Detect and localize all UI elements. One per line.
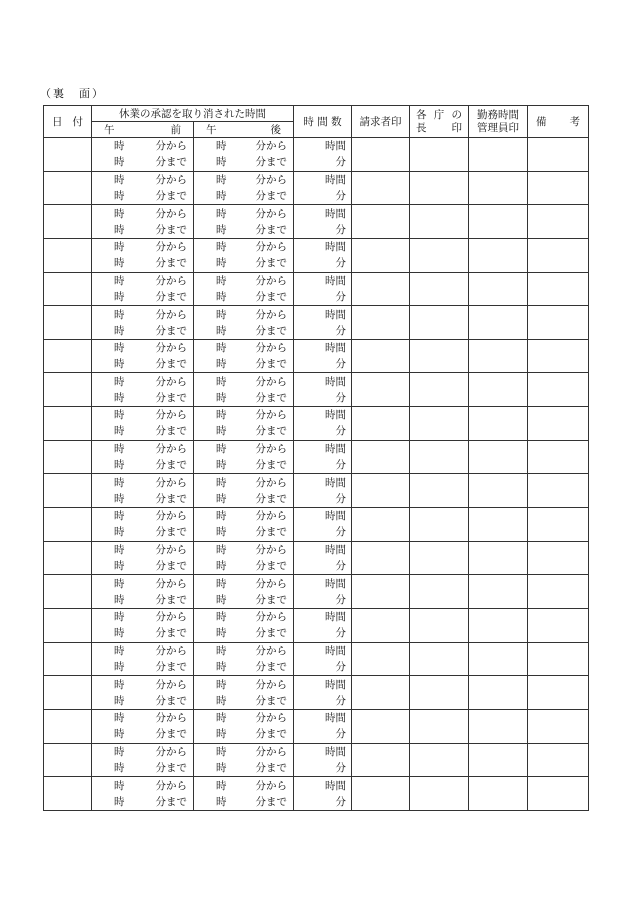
attendance-manager-seal-cell[interactable] — [469, 238, 528, 272]
attendance-manager-seal-cell[interactable] — [469, 575, 528, 609]
pm-header: 午 後 — [194, 122, 294, 138]
table-row — [44, 238, 589, 272]
attendance-manager-seal-header: 勤務時間 管理員印 — [469, 106, 528, 138]
hours-cell[interactable]: 時間 分 — [294, 171, 352, 205]
pm-time-cell[interactable]: 時 分から 時 分まで — [194, 272, 294, 306]
remarks-cell[interactable] — [528, 339, 589, 373]
pm-time-cell[interactable]: 時 分から 時 分まで — [194, 508, 294, 542]
am-time-cell[interactable]: 時 分から 時 分まで — [92, 407, 194, 441]
am-time-cell[interactable]: 時 分から 時 分まで — [92, 373, 194, 407]
am-time-cell[interactable]: 時 分から 時 分まで — [92, 743, 194, 777]
hours-cell[interactable]: 時間 分 — [294, 676, 352, 710]
table-row — [44, 709, 589, 743]
date-cell[interactable] — [44, 407, 92, 441]
table-row — [44, 608, 589, 642]
hours-cell[interactable]: 時間 分 — [294, 474, 352, 508]
requester-seal-cell[interactable] — [352, 440, 410, 474]
date-header: 日 付 — [44, 106, 92, 138]
remarks-cell[interactable] — [528, 138, 589, 172]
remarks-header: 備 考 — [528, 106, 589, 138]
table-row — [44, 777, 589, 811]
requester-seal-cell[interactable] — [352, 709, 410, 743]
table-row — [44, 306, 589, 340]
agency-head-seal-cell[interactable] — [410, 608, 469, 642]
date-cell[interactable] — [44, 306, 92, 340]
hours-cell[interactable]: 時間 分 — [294, 508, 352, 542]
table-row — [44, 575, 589, 609]
hours-cell[interactable]: 時間 分 — [294, 339, 352, 373]
cancelled-time-header: 休業の承認を取り消された時間 — [92, 106, 294, 122]
am-time-cell[interactable]: 時 分から 時 分まで — [92, 541, 194, 575]
attendance-manager-seal-cell[interactable] — [469, 339, 528, 373]
remarks-cell[interactable] — [528, 575, 589, 609]
attendance-manager-seal-cell[interactable] — [469, 777, 528, 811]
date-cell[interactable] — [44, 541, 92, 575]
table-row — [44, 205, 589, 239]
pm-time-cell[interactable]: 時 分から 時 分まで — [194, 306, 294, 340]
requester-seal-cell[interactable] — [352, 743, 410, 777]
am-time-cell[interactable]: 時 分から 時 分まで — [92, 777, 194, 811]
attendance-manager-seal-cell[interactable] — [469, 642, 528, 676]
pm-time-cell[interactable]: 時 分から 時 分まで — [194, 575, 294, 609]
agency-head-seal-cell[interactable] — [410, 238, 469, 272]
hours-cell[interactable]: 時間 分 — [294, 407, 352, 441]
agency-head-seal-cell[interactable] — [410, 205, 469, 239]
hours-cell[interactable]: 時間 分 — [294, 575, 352, 609]
remarks-cell[interactable] — [528, 171, 589, 205]
attendance-manager-seal-cell[interactable] — [469, 205, 528, 239]
table-row — [44, 272, 589, 306]
date-cell[interactable] — [44, 238, 92, 272]
am-time-cell[interactable]: 時 分から 時 分まで — [92, 171, 194, 205]
requester-seal-cell[interactable] — [352, 575, 410, 609]
pm-time-cell[interactable]: 時 分から 時 分まで — [194, 373, 294, 407]
remarks-cell[interactable] — [528, 743, 589, 777]
am-time-cell[interactable]: 時 分から 時 分まで — [92, 608, 194, 642]
remarks-cell[interactable] — [528, 407, 589, 441]
hours-cell[interactable]: 時間 分 — [294, 777, 352, 811]
agency-head-seal-cell[interactable] — [410, 676, 469, 710]
table-row — [44, 642, 589, 676]
requester-seal-cell[interactable] — [352, 238, 410, 272]
table-row — [44, 339, 589, 373]
am-header: 午 前 — [92, 122, 194, 138]
am-time-cell[interactable]: 時 分から 時 分まで — [92, 676, 194, 710]
agency-head-seal-cell[interactable] — [410, 407, 469, 441]
agency-head-seal-cell[interactable] — [410, 508, 469, 542]
requester-seal-cell[interactable] — [352, 373, 410, 407]
date-cell[interactable] — [44, 642, 92, 676]
hours-cell[interactable]: 時間 分 — [294, 743, 352, 777]
remarks-cell[interactable] — [528, 306, 589, 340]
requester-seal-cell[interactable] — [352, 676, 410, 710]
am-time-cell[interactable]: 時 分から 時 分まで — [92, 508, 194, 542]
remarks-cell[interactable] — [528, 642, 589, 676]
date-cell[interactable] — [44, 272, 92, 306]
hours-cell[interactable]: 時間 分 — [294, 709, 352, 743]
pm-time-cell[interactable]: 時 分から 時 分まで — [194, 541, 294, 575]
agency-head-seal-header: 各 庁 の 長 印 — [410, 106, 469, 138]
agency-head-seal-cell[interactable] — [410, 373, 469, 407]
remarks-cell[interactable] — [528, 676, 589, 710]
attendance-manager-seal-cell[interactable] — [469, 373, 528, 407]
attendance-manager-seal-cell[interactable] — [469, 171, 528, 205]
agency-head-seal-cell[interactable] — [410, 171, 469, 205]
attendance-manager-seal-cell[interactable] — [469, 272, 528, 306]
pm-time-cell[interactable]: 時 分から 時 分まで — [194, 407, 294, 441]
pm-time-cell[interactable]: 時 分から 時 分まで — [194, 777, 294, 811]
hours-cell[interactable]: 時間 分 — [294, 440, 352, 474]
agency-head-seal-cell[interactable] — [410, 138, 469, 172]
date-cell[interactable] — [44, 138, 92, 172]
date-cell[interactable] — [44, 205, 92, 239]
requester-seal-cell[interactable] — [352, 306, 410, 340]
remarks-cell[interactable] — [528, 474, 589, 508]
attendance-manager-seal-cell[interactable] — [469, 709, 528, 743]
requester-seal-cell[interactable] — [352, 171, 410, 205]
requester-seal-cell[interactable] — [352, 407, 410, 441]
agency-head-seal-cell[interactable] — [410, 440, 469, 474]
hours-cell[interactable]: 時間 分 — [294, 373, 352, 407]
requester-seal-header: 請求者印 — [352, 106, 410, 138]
requester-seal-cell[interactable] — [352, 541, 410, 575]
table-row — [44, 743, 589, 777]
agency-head-seal-cell[interactable] — [410, 474, 469, 508]
pm-time-cell[interactable]: 時 分から 時 分まで — [194, 608, 294, 642]
pm-time-cell[interactable]: 時 分から 時 分まで — [194, 474, 294, 508]
table-row — [44, 541, 589, 575]
requester-seal-cell[interactable] — [352, 474, 410, 508]
attendance-manager-seal-cell[interactable] — [469, 608, 528, 642]
pm-time-cell[interactable]: 時 分から 時 分まで — [194, 743, 294, 777]
attendance-manager-seal-cell[interactable] — [469, 743, 528, 777]
requester-seal-cell[interactable] — [352, 608, 410, 642]
agency-head-seal-cell[interactable] — [410, 306, 469, 340]
am-time-cell[interactable]: 時 分から 時 分まで — [92, 238, 194, 272]
remarks-cell[interactable] — [528, 272, 589, 306]
requester-seal-cell[interactable] — [352, 272, 410, 306]
agency-head-seal-cell[interactable] — [410, 642, 469, 676]
attendance-manager-seal-cell[interactable] — [469, 474, 528, 508]
date-cell[interactable] — [44, 508, 92, 542]
date-cell[interactable] — [44, 474, 92, 508]
date-cell[interactable] — [44, 709, 92, 743]
hours-cell[interactable]: 時間 分 — [294, 541, 352, 575]
requester-seal-cell[interactable] — [352, 138, 410, 172]
table-row — [44, 508, 589, 542]
date-cell[interactable] — [44, 575, 92, 609]
pm-time-cell[interactable]: 時 分から 時 分まで — [194, 709, 294, 743]
pm-time-cell[interactable]: 時 分から 時 分まで — [194, 205, 294, 239]
attendance-manager-seal-cell[interactable] — [469, 306, 528, 340]
pm-time-cell[interactable]: 時 分から 時 分まで — [194, 642, 294, 676]
page-label: （裏 面） — [40, 87, 105, 100]
attendance-manager-seal-cell[interactable] — [469, 508, 528, 542]
agency-head-seal-cell[interactable] — [410, 272, 469, 306]
pm-time-cell[interactable]: 時 分から 時 分まで — [194, 440, 294, 474]
agency-head-seal-cell[interactable] — [410, 743, 469, 777]
hours-cell[interactable]: 時間 分 — [294, 138, 352, 172]
hours-cell[interactable]: 時間 分 — [294, 272, 352, 306]
am-time-cell[interactable]: 時 分から 時 分まで — [92, 272, 194, 306]
attendance-manager-seal-cell[interactable] — [469, 407, 528, 441]
hours-cell[interactable]: 時間 分 — [294, 642, 352, 676]
requester-seal-cell[interactable] — [352, 508, 410, 542]
am-time-cell[interactable]: 時 分から 時 分まで — [92, 138, 194, 172]
agency-head-seal-cell[interactable] — [410, 339, 469, 373]
agency-head-seal-cell[interactable] — [410, 777, 469, 811]
agency-head-seal-cell[interactable] — [410, 575, 469, 609]
am-time-cell[interactable]: 時 分から 時 分まで — [92, 474, 194, 508]
pm-time-cell[interactable]: 時 分から 時 分まで — [194, 171, 294, 205]
am-time-cell[interactable]: 時 分から 時 分まで — [92, 339, 194, 373]
pm-time-cell[interactable]: 時 分から 時 分まで — [194, 238, 294, 272]
remarks-cell[interactable] — [528, 508, 589, 542]
table-row — [44, 373, 589, 407]
table-row — [44, 407, 589, 441]
pm-time-cell[interactable]: 時 分から 時 分まで — [194, 138, 294, 172]
pm-time-cell[interactable]: 時 分から 時 分まで — [194, 339, 294, 373]
am-time-cell[interactable]: 時 分から 時 分まで — [92, 575, 194, 609]
date-cell[interactable] — [44, 171, 92, 205]
attendance-manager-seal-cell[interactable] — [469, 676, 528, 710]
requester-seal-cell[interactable] — [352, 339, 410, 373]
table-row — [44, 440, 589, 474]
hours-cell[interactable]: 時間 分 — [294, 608, 352, 642]
attendance-manager-seal-cell[interactable] — [469, 541, 528, 575]
table-row — [44, 676, 589, 710]
hours-header: 時 間 数 — [294, 106, 352, 138]
am-time-cell[interactable]: 時 分から 時 分まで — [92, 642, 194, 676]
hours-cell[interactable]: 時間 分 — [294, 238, 352, 272]
agency-head-seal-cell[interactable] — [410, 541, 469, 575]
requester-seal-cell[interactable] — [352, 642, 410, 676]
date-cell[interactable] — [44, 777, 92, 811]
date-cell[interactable] — [44, 339, 92, 373]
remarks-cell[interactable] — [528, 205, 589, 239]
am-time-cell[interactable]: 時 分から 時 分まで — [92, 440, 194, 474]
pm-time-cell[interactable]: 時 分から 時 分まで — [194, 676, 294, 710]
agency-head-seal-cell[interactable] — [410, 709, 469, 743]
am-time-cell[interactable]: 時 分から 時 分まで — [92, 205, 194, 239]
attendance-manager-seal-cell[interactable] — [469, 138, 528, 172]
am-time-cell[interactable]: 時 分から 時 分まで — [92, 709, 194, 743]
table-row — [44, 138, 589, 172]
hours-cell[interactable]: 時間 分 — [294, 205, 352, 239]
remarks-cell[interactable] — [528, 373, 589, 407]
date-cell[interactable] — [44, 440, 92, 474]
hours-cell[interactable]: 時間 分 — [294, 306, 352, 340]
remarks-cell[interactable] — [528, 238, 589, 272]
date-cell[interactable] — [44, 373, 92, 407]
table-row — [44, 474, 589, 508]
attendance-manager-seal-cell[interactable] — [469, 440, 528, 474]
remarks-cell[interactable] — [528, 709, 589, 743]
remarks-cell[interactable] — [528, 777, 589, 811]
requester-seal-cell[interactable] — [352, 777, 410, 811]
remarks-cell[interactable] — [528, 440, 589, 474]
date-cell[interactable] — [44, 743, 92, 777]
leave-cancellation-table — [43, 105, 589, 811]
remarks-cell[interactable] — [528, 541, 589, 575]
am-time-cell[interactable]: 時 分から 時 分まで — [92, 306, 194, 340]
table-row — [44, 171, 589, 205]
date-cell[interactable] — [44, 676, 92, 710]
requester-seal-cell[interactable] — [352, 205, 410, 239]
date-cell[interactable] — [44, 608, 92, 642]
remarks-cell[interactable] — [528, 608, 589, 642]
